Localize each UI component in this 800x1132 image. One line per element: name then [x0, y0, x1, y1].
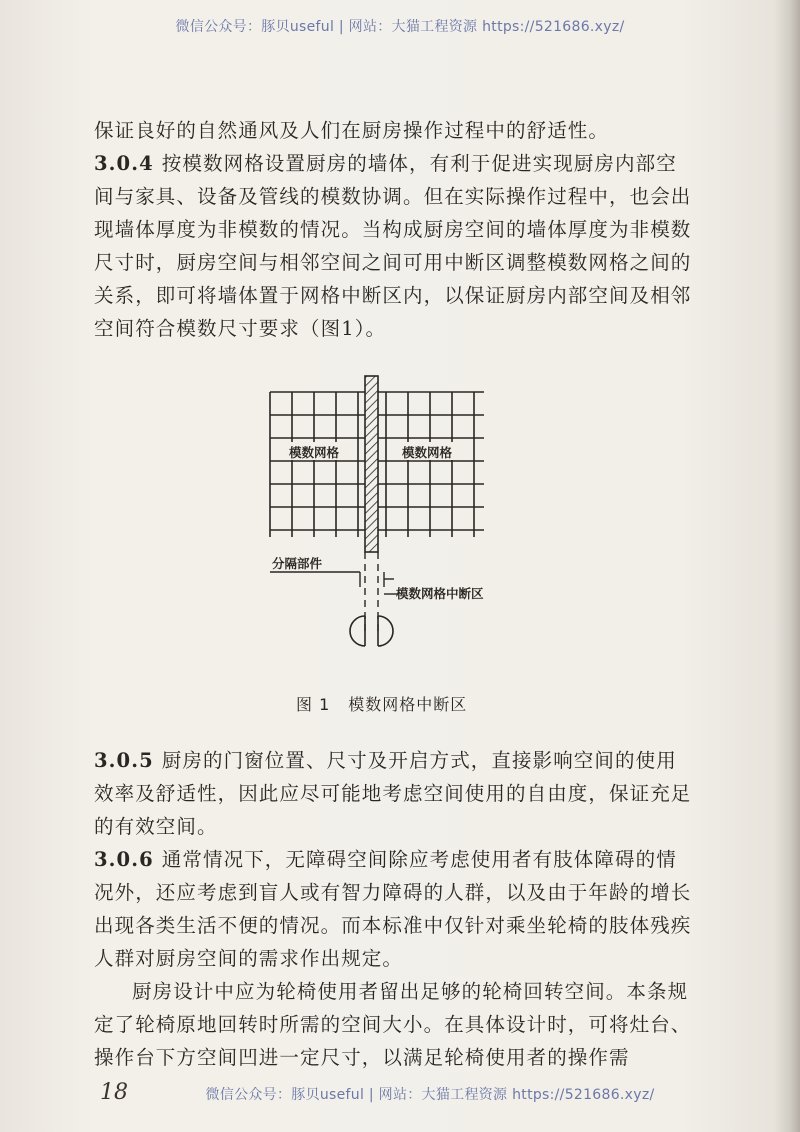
- axis-markers: [350, 616, 393, 646]
- right-grid: [378, 392, 484, 537]
- left-grid-label: 模数网格: [289, 445, 340, 460]
- page-number: 18: [100, 1080, 128, 1105]
- paragraph-wheelchair: 厨房设计中应为轮椅使用者留出足够的轮椅回转空间。本条规定了轮椅原地回转时所需的空间大小。在具体设计时，可将灶台、操作台下方空间凹进一定尺寸，以满足轮椅使用者的操作需: [94, 980, 692, 1069]
- text-block-lower: [94, 744, 694, 1074]
- clause-number: 3.0.4: [94, 152, 154, 175]
- left-axis-circle: [350, 616, 365, 646]
- clause-body: 按模数网格设置厨房的墙体，有利于促进实现厨房内部空间与家具、设备及管线的模数协调。但在实际操作过程中，也会出现墙体厚度为非模数的情况。当构成厨房空间的墙体厚度为非模数尺寸时，厨房空间与相邻空间之间可用中断区调整模数网格之间的关系，即可将墙体置于网格中断区内，以保证厨房内部空间及相邻空间符合模数尺寸要求（图1）。: [94, 152, 692, 340]
- modular-grid-diagram: [260, 372, 520, 662]
- watermark-bottom: 微信公众号：豚贝useful | 网站：大猫工程资源 https://521686.xyz/: [205, 1087, 655, 1103]
- clause-body: 厨房的门窗位置、尺寸及开启方式，直接影响空间的使用效率及舒适性，因此应尽可能地考虑空间使用的自由度，保证充足的有效空间。: [94, 749, 692, 838]
- break-zone-label: 模数网格中断区: [396, 586, 484, 601]
- continued-line: 保证良好的自然通风及人们在厨房操作过程中的舒适性。: [94, 119, 610, 142]
- figure-1: [260, 372, 520, 662]
- clause-number: 3.0.5: [94, 749, 154, 772]
- partition-wall: [365, 376, 378, 552]
- text-block-upper: [94, 114, 694, 345]
- right-grid-label: 模数网格: [402, 445, 453, 460]
- clause-3-0-5: [94, 744, 694, 843]
- figure-caption: [296, 692, 467, 715]
- clause-number: 3.0.6: [94, 848, 154, 871]
- figure-title: 模数网格中断区: [348, 695, 468, 714]
- partition-label: 分隔部件: [272, 556, 323, 571]
- watermark-top: 微信公众号：豚贝useful | 网站：大猫工程资源 https://521686.xyz/: [175, 19, 625, 35]
- clause-body: 通常情况下，无障碍空间除应考虑使用者有肢体障碍的情况外，还应考虑到盲人或有智力障碍的人群，以及由于年龄的增长出现各类生活不便的情况。而本标准中仅针对乘坐轮椅的肢体残疾人群对厨房空间的需求作出规定。: [94, 848, 692, 970]
- figure-number: 图 1: [296, 695, 331, 714]
- left-grid: [270, 392, 365, 537]
- right-axis-circle: [378, 616, 393, 646]
- book-spine-shadow: [774, 0, 800, 1132]
- clause-3-0-6: [94, 843, 694, 975]
- clause-3-0-4: [94, 147, 694, 345]
